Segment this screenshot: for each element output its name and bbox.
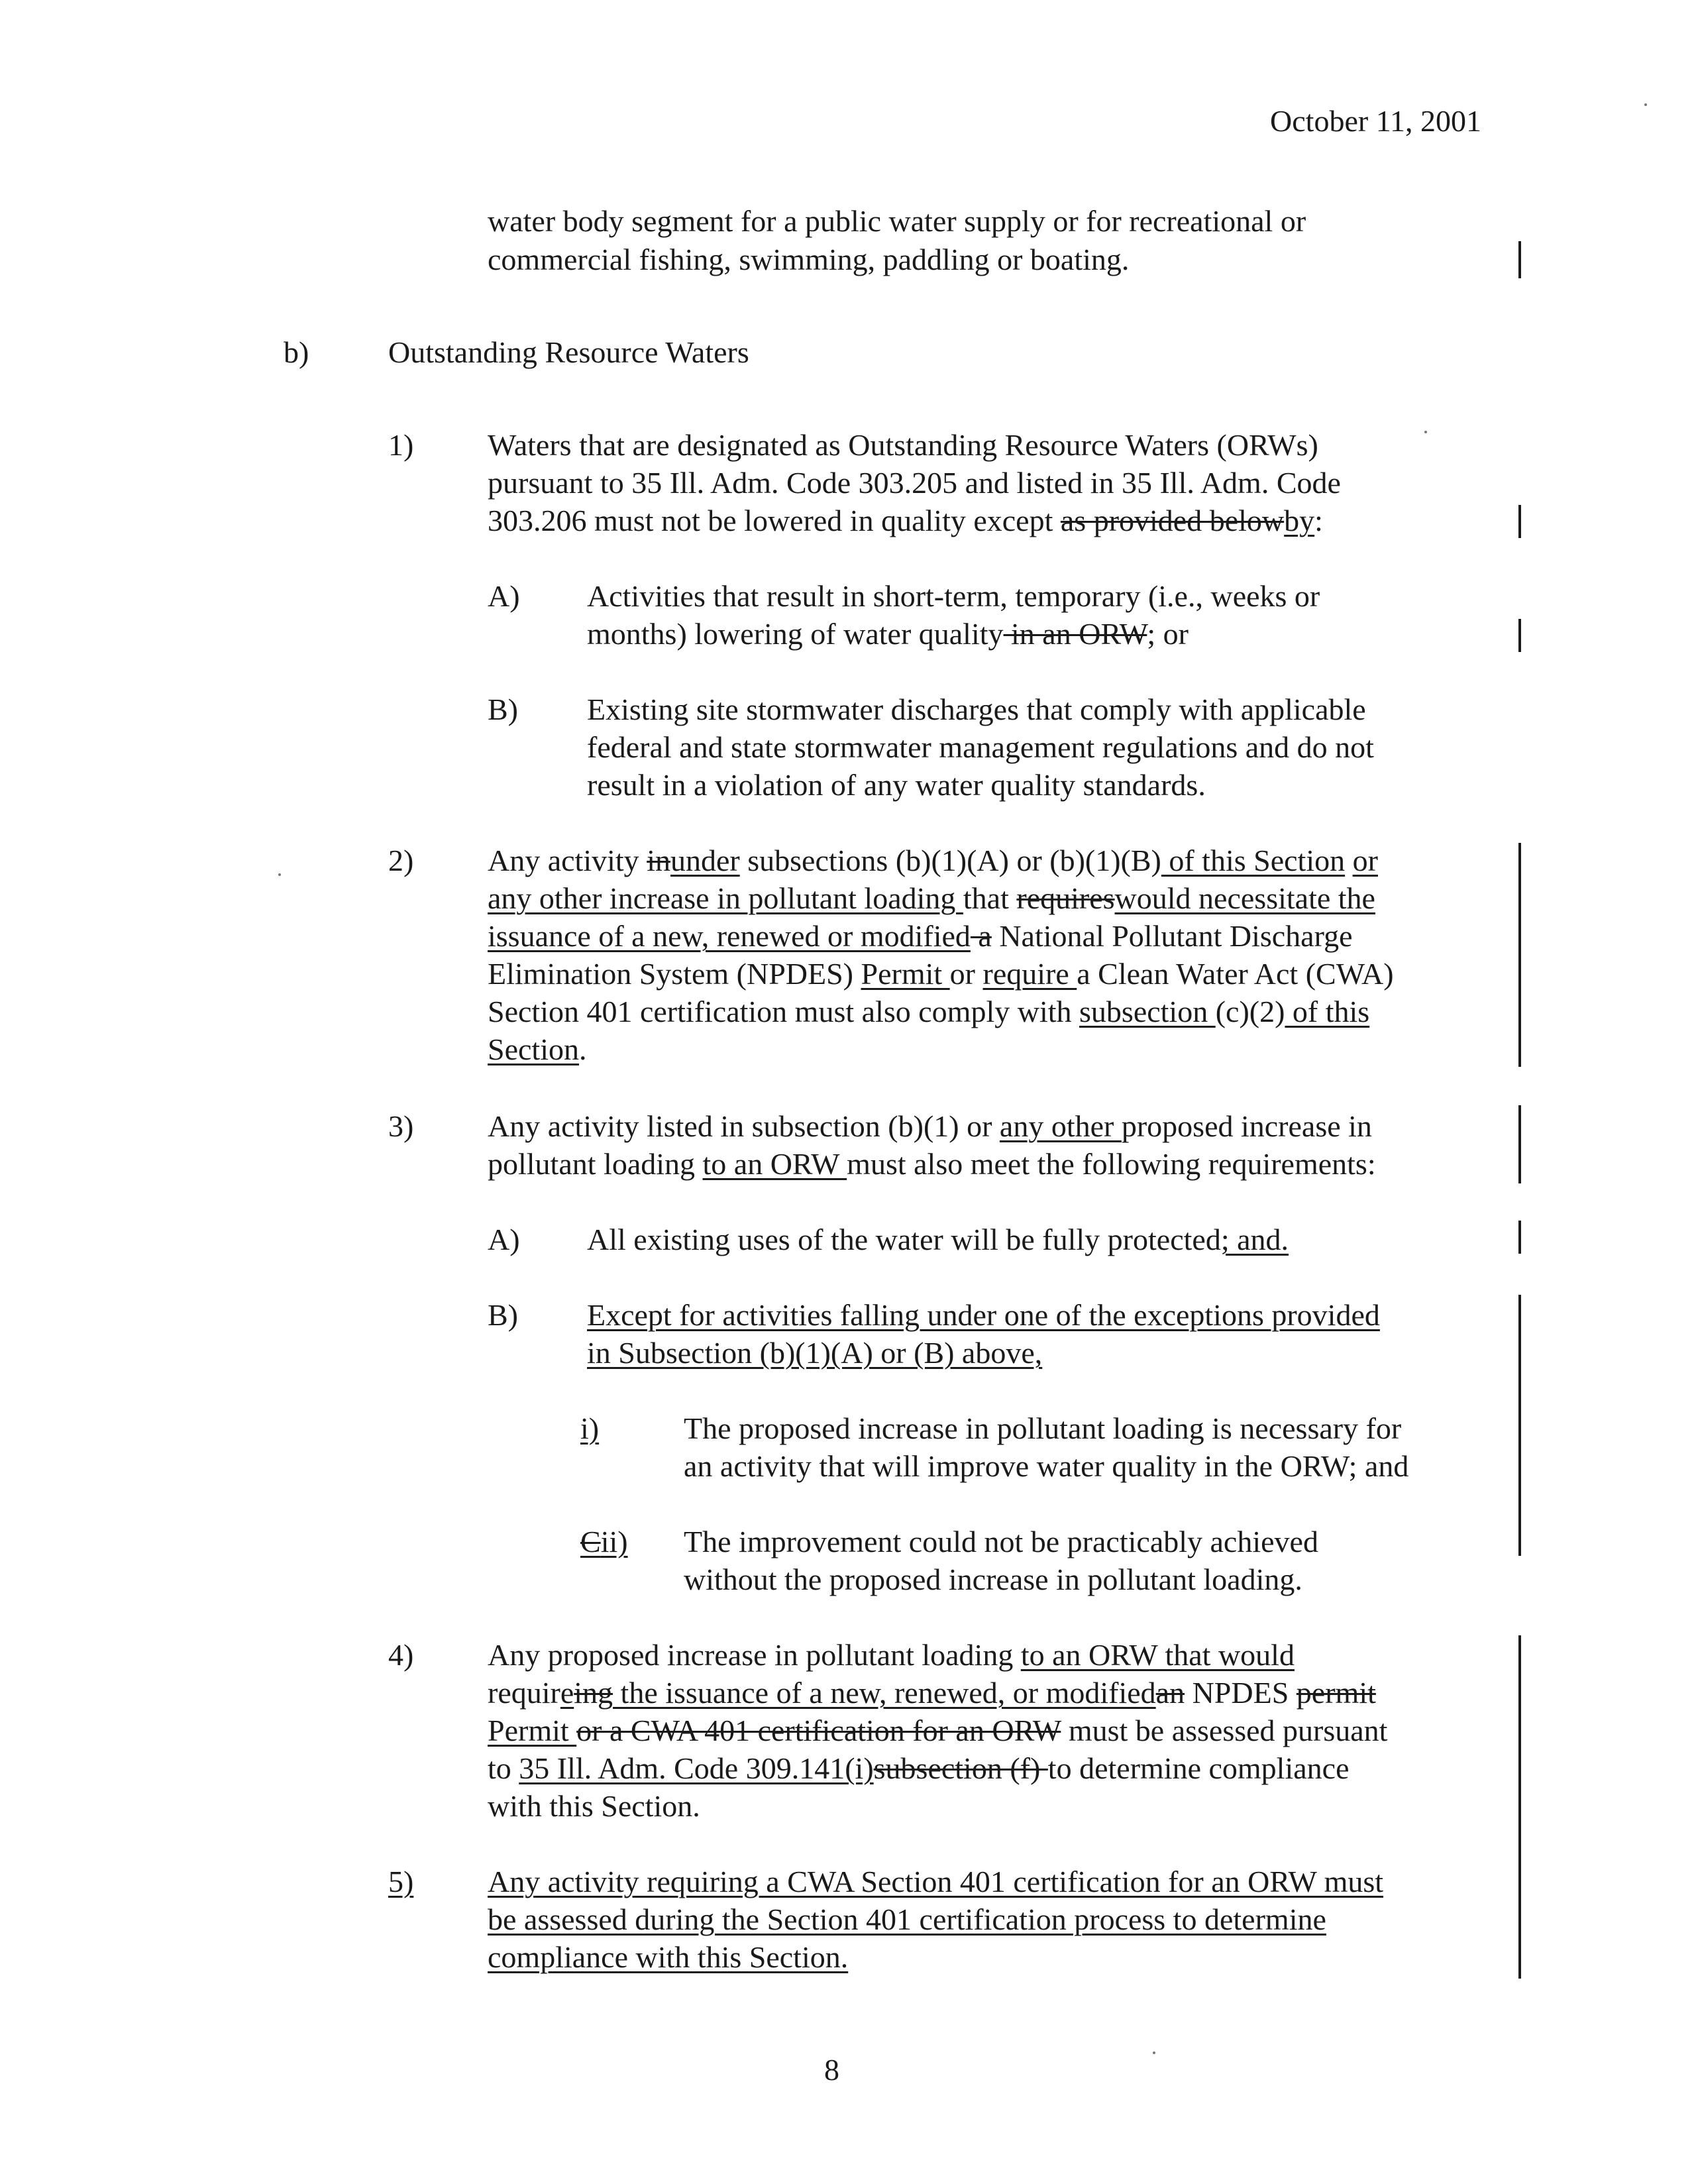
- item-1b-line-2: federal and state stormwater management regulations and do not: [587, 730, 1374, 764]
- item-1b-line-3: result in a violation of any water quality standards.: [587, 768, 1206, 802]
- item-4-number: 4): [388, 1638, 414, 1672]
- item-3-line-2: pollutant loading to an ORW must also meet the following requirements:: [488, 1147, 1376, 1181]
- item-2-line-5: Section 401 certification must also comply with subsection (c)(2) of this: [488, 995, 1370, 1028]
- scan-speck: [1153, 2051, 1155, 2054]
- item-3a-label: A): [488, 1223, 520, 1256]
- item-4-line-2: requireing the issuance of a new, renewed, or modifiedan NPDES permit: [488, 1676, 1376, 1710]
- change-bar: [1518, 843, 1521, 1067]
- item-3-line-1: Any activity listed in subsection (b)(1) or any other proposed increase in: [488, 1109, 1372, 1143]
- change-bar: [1518, 1295, 1521, 1556]
- intro-line-2: commercial fishing, swimming, paddling or boating.: [488, 243, 1130, 276]
- scan-speck: [1424, 431, 1427, 433]
- item-3b-i-line-2: an activity that will improve water quality in the ORW; and: [684, 1449, 1409, 1483]
- document-date: October 11, 2001: [1270, 104, 1481, 138]
- change-bar: [1518, 1221, 1521, 1254]
- item-1b-label: B): [488, 692, 518, 726]
- item-2-line-1: Any activity inunder subsections (b)(1)(A) or (b)(1)(B) of this Section or: [488, 844, 1378, 877]
- change-bar: [1518, 1635, 1521, 1979]
- item-3b-i-line-1: The proposed increase in pollutant loading is necessary for: [684, 1411, 1402, 1445]
- item-3-number: 3): [388, 1109, 414, 1143]
- scan-speck: [1644, 103, 1647, 106]
- item-5-line-1: Any activity requiring a CWA Section 401 certification for an ORW must: [488, 1865, 1384, 1898]
- item-4-line-5: with this Section.: [488, 1789, 700, 1823]
- item-1-line-1: Waters that are designated as Outstanding Resource Waters (ORWs): [488, 428, 1318, 462]
- item-4-line-1: Any proposed increase in pollutant loading to an ORW that would: [488, 1638, 1295, 1672]
- item-5-number: 5): [388, 1865, 414, 1898]
- item-3b-ii-line-1: The improvement could not be practicably achieved: [684, 1525, 1318, 1558]
- change-bar: [1518, 1105, 1521, 1183]
- page-number: 8: [824, 2053, 839, 2087]
- item-3b-ii-line-2: without the proposed increase in pollutant loading.: [684, 1562, 1302, 1596]
- item-1a-label: A): [488, 579, 520, 613]
- item-2-number: 2): [388, 844, 414, 877]
- item-3b-ii-label: Cii): [580, 1525, 628, 1558]
- item-3a-text: All existing uses of the water will be fully protected; and.: [587, 1223, 1289, 1256]
- scan-speck: [278, 873, 281, 876]
- item-4-line-3: Permit or a CWA 401 certification for an ORW must be assessed pursuant: [488, 1714, 1388, 1747]
- item-1a-line-1: Activities that result in short-term, temporary (i.e., weeks or: [587, 579, 1320, 613]
- item-1a-line-2: months) lowering of water quality in an ORW; or: [587, 617, 1189, 651]
- item-3b-line-1: Except for activities falling under one of the exceptions provided: [587, 1298, 1380, 1332]
- item-4-line-4: to 35 Ill. Adm. Code 309.141(i)subsection (f) to determine compliance: [488, 1751, 1350, 1785]
- item-1-number: 1): [388, 428, 414, 462]
- section-b-title: Outstanding Resource Waters: [388, 335, 749, 369]
- intro-line-1: water body segment for a public water supply or for recreational or: [488, 204, 1306, 238]
- item-1b-line-1: Existing site stormwater discharges that comply with applicable: [587, 692, 1366, 726]
- item-2-line-2: any other increase in pollutant loading that requireswould necessitate the: [488, 881, 1375, 915]
- item-2-line-3: issuance of a new, renewed or modified a National Pollutant Discharge: [488, 919, 1353, 953]
- item-3b-line-2: in Subsection (b)(1)(A) or (B) above,: [587, 1336, 1043, 1370]
- item-3b-i-label: i): [580, 1411, 600, 1445]
- change-bar: [1518, 505, 1521, 538]
- change-bar: [1518, 619, 1521, 652]
- item-3b-label: B): [488, 1298, 518, 1332]
- item-2-line-4: Elimination System (NPDES) Permit or require a Clean Water Act (CWA): [488, 957, 1394, 991]
- item-2-line-6: Section.: [488, 1032, 587, 1066]
- item-5-line-2: be assessed during the Section 401 certification process to determine: [488, 1902, 1326, 1936]
- item-1-line-3: 303.206 must not be lowered in quality except as provided belowby:: [488, 504, 1323, 537]
- item-5-line-3: compliance with this Section.: [488, 1940, 849, 1974]
- section-b-label: b): [284, 335, 309, 369]
- item-1-line-2: pursuant to 35 Ill. Adm. Code 303.205 and listed in 35 Ill. Adm. Code: [488, 466, 1341, 500]
- change-bar: [1518, 241, 1521, 278]
